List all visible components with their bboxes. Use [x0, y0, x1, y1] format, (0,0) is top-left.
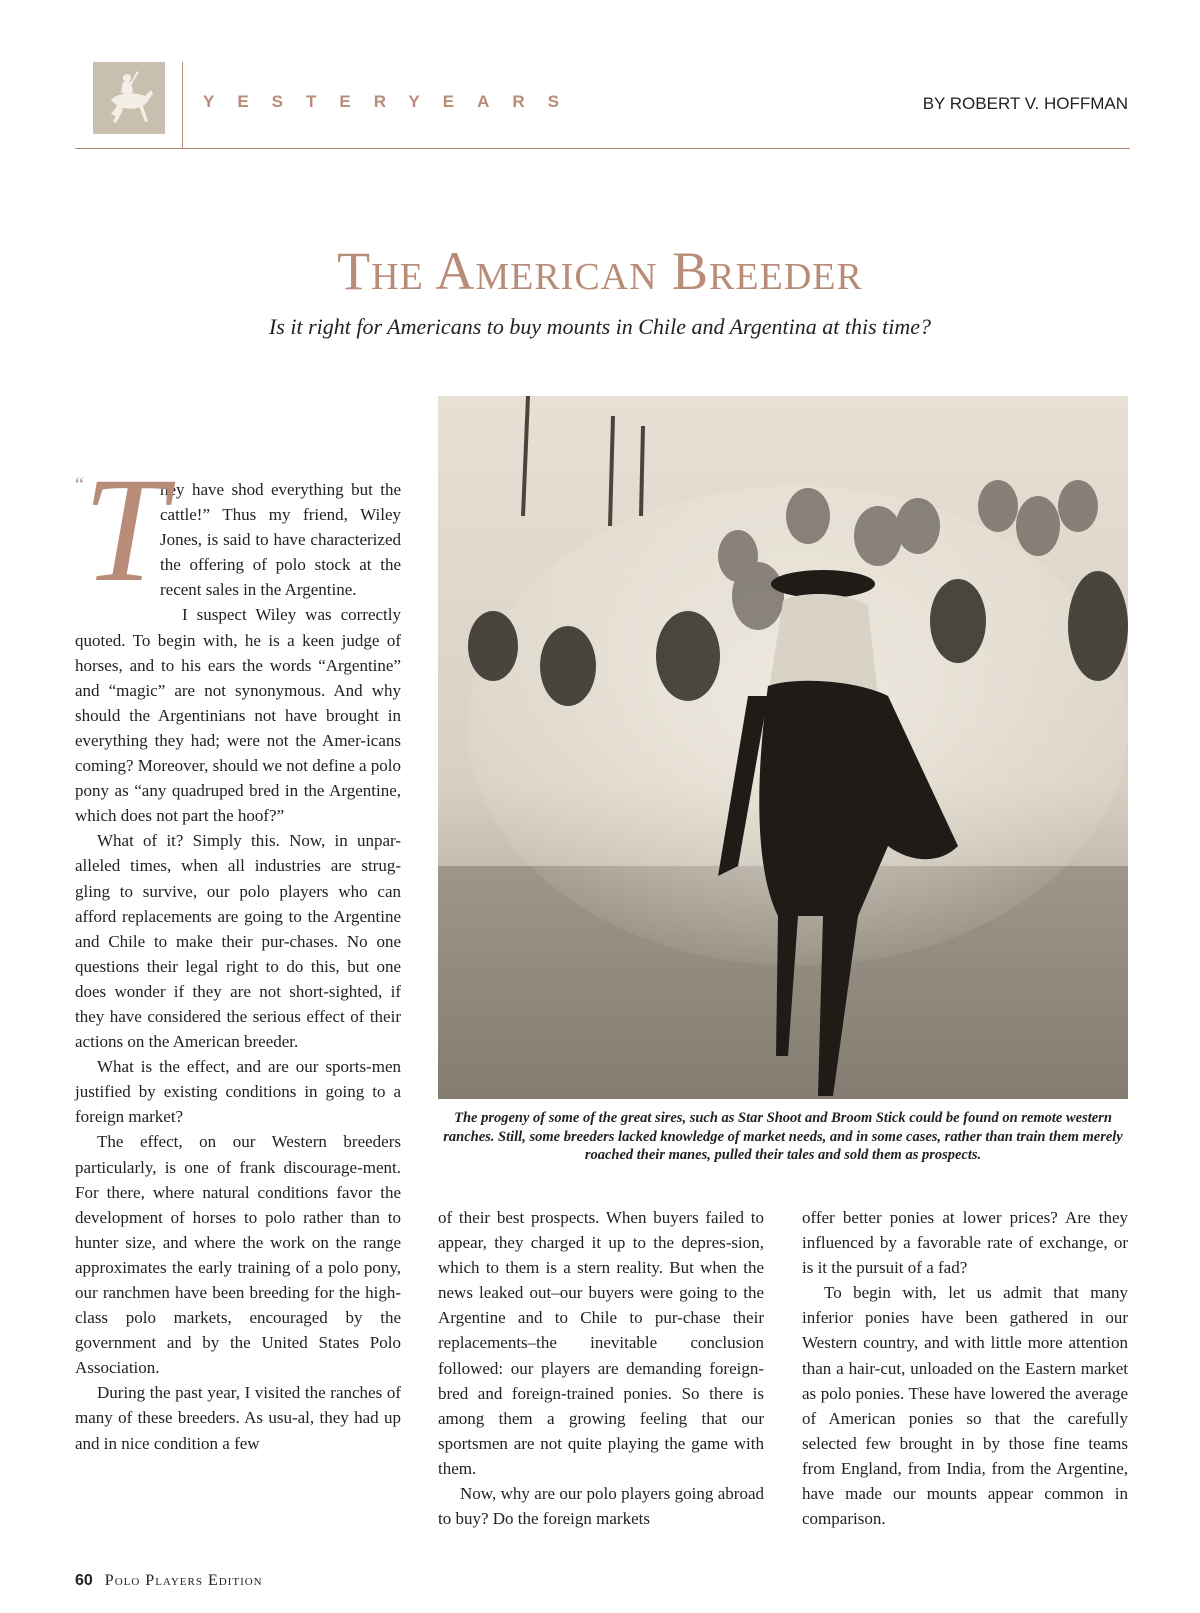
article-column-1: [75, 447, 402, 1456]
drop-cap: [75, 447, 167, 613]
paragraph: What is the effect, and are our sports-men justified by existing conditions in going to a foreign market?: [75, 1057, 401, 1127]
article-photo: [438, 396, 1128, 1099]
page-footer: [75, 1572, 263, 1590]
section-logo: [93, 62, 165, 134]
paragraph: What of it? Simply this. Now, in unpar-alleled times, when all industries are strug-gling to survive, our polo players who can afford replacements are going to the Argentine and Chile to make their pur-chases. No one questions their legal right to do this, but one does wonder if they are not short-sighted, if they have considered the serious effect of their actions on the American breeder.: [75, 831, 401, 1052]
article-column-3: [802, 1205, 1128, 1531]
paragraph: Now, why are our polo players going abroad to buy? Do the foreign markets: [438, 1484, 764, 1529]
drop-cap-quote: “: [75, 474, 84, 496]
section-label: YESTERYEARS: [203, 92, 582, 111]
polo-player-icon: [93, 62, 165, 134]
horses-photo-illustration: [438, 396, 1128, 1099]
header-divider-vertical: [182, 62, 183, 148]
paragraph: I suspect Wiley was correctly quoted. To begin with, he is a keen judge of horses, and to his ears the words “Argentine” and “magic” are not synonymous. And why should the Argentinians not have brought in everything they had; were not the Amer-icans coming? Moreover, should we not define a polo pony as “any quadruped bred in the Argentine, which does not part the hoof?”: [75, 605, 402, 826]
photo-caption: The progeny of some of the great sires, such as Star Shoot and Broom Stick could be found on remote western ranches. Still, some breeders lacked knowledge of market needs, and in some cases, rather than train them merely roached their manes, pulled their tales and sold them as prospects.: [443, 1110, 1123, 1163]
publication-name: Polo Players Edition: [104, 1572, 263, 1589]
article-column-2: [438, 1205, 764, 1531]
paragraph: hey have shod everything but the cattle!” Thus my friend, Wiley Jones, is said to have characterized the offering of polo stock at the recent sales in the Argentine.: [160, 480, 401, 600]
drop-cap-letter: T: [83, 447, 167, 613]
paragraph: of their best prospects. When buyers failed to appear, they charged it up to the depres-sion, which to them is a stern reality. But when the news leaked out–our buyers were going to the Argentine and to Chile to pur-chase their replacements–the inevitable conclusion followed: our players are demanding foreign-bred and foreign-trained ponies. So there is among them a growing feeling that our sportsmen are not quite playing the game with them.: [438, 1208, 764, 1478]
page-number: 60: [75, 1572, 93, 1589]
paragraph: offer better ponies at lower prices? Are they influenced by a favorable rate of exchange, or is it the pursuit of a fad?: [802, 1208, 1128, 1278]
byline: BY ROBERT V. HOFFMAN: [922, 94, 1128, 113]
paragraph: To begin with, let us admit that many inferior ponies have been gathered in our Western country, and with little more attention than a hair-cut, unloaded on the Eastern market as polo ponies. These have lowered the average of American ponies so that the carefully selected few brought in by those fine teams from England, from India, from the Argentine, have made our mounts appear common in comparison.: [802, 1283, 1128, 1529]
header-divider-horizontal: [75, 148, 1130, 149]
article-subtitle: Is it right for Americans to buy mounts in Chile and Argentina at this time?: [268, 314, 932, 339]
article-title: The American Breeder: [337, 241, 863, 301]
paragraph: The effect, on our Western breeders particularly, is one of frank discourage-ment. For there, where natural conditions favor the development of horses to polo rather than to hunter size, and where the work on the range approximates the early training of a polo pony, our ranchmen have been breeding for the high-class polo markets, encouraged by the government and by the United States Polo Association.: [75, 1132, 401, 1378]
paragraph: During the past year, I visited the ranches of many of these breeders. As usu-al, they had up and in nice condition a few: [75, 1383, 401, 1453]
